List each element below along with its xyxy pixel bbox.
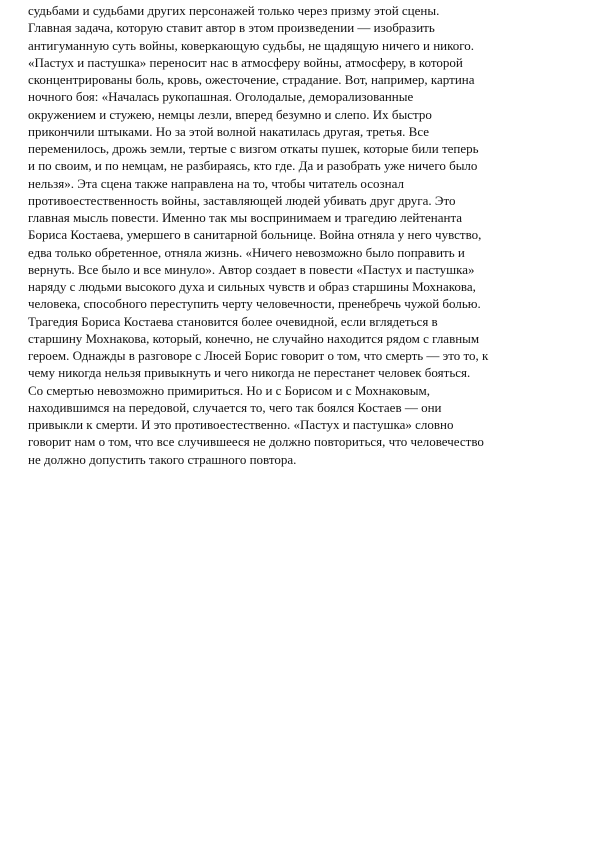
text-line: находившимся на передовой, случается то, чего так боялся Костаев — они — [28, 399, 442, 415]
text-line: героем. Однажды в разговоре с Люсей Борис говорит о том, что смерть — это то, к — [28, 348, 489, 363]
text-line: Трагедия Бориса Костаева становится более очевидной, если вглядеться в — [28, 313, 438, 329]
text-line: сконцентрированы боль, кровь, ожесточение, страдание. Вот, например, картина — [28, 72, 475, 87]
essay-paragraph — [28, 2, 573, 468]
text-line: едва только обретенное, отняла жизнь. «Ничего невозможно было поправить и — [28, 244, 465, 260]
text-line: главная мысль повести. Именно так мы воспринимаем и трагедию лейтенанта — [28, 210, 463, 225]
text-line: прикончили штыками. Но за этой волной накатилась другая, третья. Все — [28, 123, 430, 139]
text-line: противоестественность войны, заставляющей людей убивать друг друга. Это — [28, 192, 456, 208]
text-line: антигуманную суть войны, коверкающую судьбы, не щадящую ничего и никого. — [28, 37, 475, 53]
text-line: «Пастух и пастушка» переносит нас в атмосферу войны, атмосферу, в которой — [28, 54, 463, 70]
text-line: окружением и стужею, немцы лезли, вперед безумно и слепо. Их быстро — [28, 106, 432, 122]
text-line: человека, способного переступить черту человечности, пренебречь чужой болью. — [28, 296, 481, 312]
text-line: нельзя». Эта сцена также направлена на то, чтобы читатель осознал — [28, 175, 404, 191]
text-line: старшину Мохнакова, который, конечно, не случайно находится рядом с главным — [28, 330, 480, 346]
text-line: не должно допустить такого страшного повтора. — [28, 451, 297, 467]
text-line: говорит нам о том, что все случившееся не должно повториться, что человечество — [28, 434, 484, 450]
text-line: Главная задача, которую ставит автор в этом произведении — изобразить — [28, 20, 435, 36]
text-line: вернуть. Все было и все минуло». Автор создает в повести «Пастух и пастушка» — [28, 261, 475, 277]
text-line: привыкли к смерти. И это противоестественно. «Пастух и пастушка» словно — [28, 417, 454, 432]
text-line: чему никогда нельзя привыкнуть и чего никогда не перестанет человек бояться. — [28, 365, 471, 381]
text-line: Бориса Костаева, умершего в санитарной больнице. Война отняла у него чувство, — [28, 227, 482, 243]
text-line: судьбами и судьбами других персонажей только через призму этой сцены. — [28, 3, 440, 18]
text-line: Со смертью невозможно примириться. Но и с Борисом и с Мохнаковым, — [28, 382, 430, 398]
text-line: ночного боя: «Началась рукопашная. Оголодалые, деморализованные — [28, 89, 414, 105]
text-line: наряду с людьми высокого духа и сильных чувств и образ старшины Мохнакова, — [28, 279, 476, 294]
text-line: и по своим, и по немцам, не разбираясь, кто где. Да и разобрать уже ничего было — [28, 158, 478, 174]
text-line: переменилось, дрожь земли, тертые с визгом откаты пушек, которые били теперь — [28, 141, 479, 156]
